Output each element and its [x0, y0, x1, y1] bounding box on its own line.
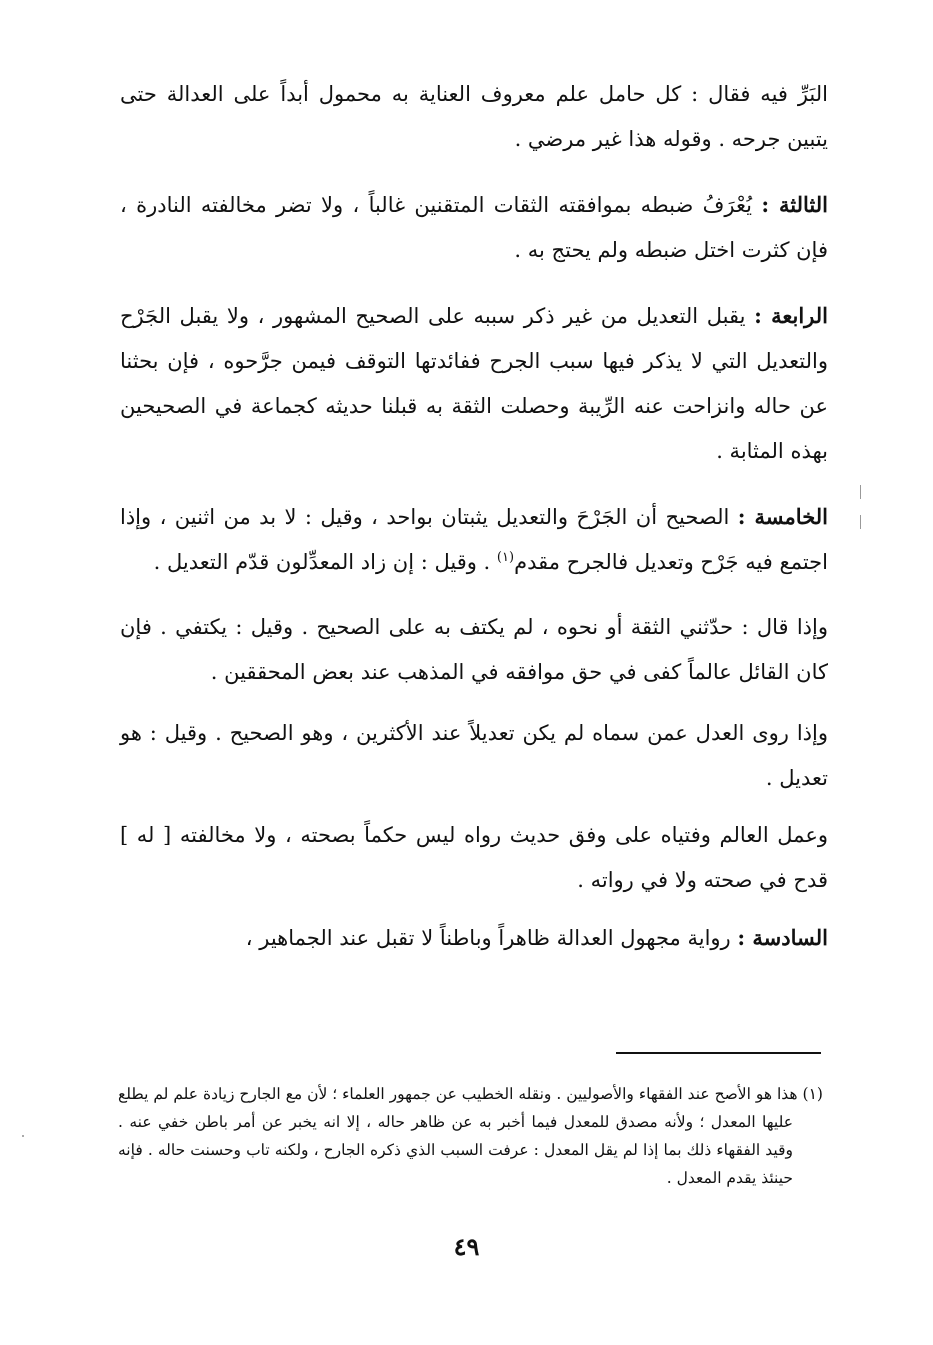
heading-sixth: السادسة :	[737, 925, 828, 950]
paragraph-1	[120, 72, 828, 162]
paragraph-adl-text: وإذا روى العدل عمن سماه لم يكن تعديلاً عند الأكثرين ، وهو الصحيح . وقيل : هو تعديل .	[120, 721, 828, 790]
main-text	[120, 72, 828, 961]
paragraph-fourth	[120, 293, 828, 474]
paragraph-fifth-text-b: . وقيل : إن زاد المعدِّلون قدّم التعديل .	[153, 550, 497, 574]
paragraph-sixth-text: رواية مجهول العدالة ظاهراً وباطناً لا تقبل عند الجماهير ،	[245, 926, 738, 950]
paragraph-thiqa-text: وإذا قال : حدّثني الثقة أو نحوه ، لم يكتف به على الصحيح . وقيل : يكتفي . فإن كان القائل عالماً كفى في حق موافقه في المذهب عند بعض المحققين .	[120, 615, 828, 684]
heading-fourth: الرابعة :	[754, 303, 828, 328]
margin-mark	[860, 515, 861, 529]
paragraph-fifth	[120, 494, 828, 585]
paragraph-third-text: يُعْرَفُ ضبطه بموافقته الثقات المتقنين غالباً ، ولا تضر مخالفته النادرة ، فإن كثرت اختل ضبطه ولم يحتج به .	[120, 193, 828, 262]
margin-mark	[860, 485, 861, 499]
paragraph-adl	[120, 711, 828, 801]
paragraph-fourth-text: يقبل التعديل من غير ذكر سببه على الصحيح المشهور ، ولا يقبل الجَرْح والتعديل التي لا يذكر فيها سبب الجرح ففائدتها التوقف فيمن جرَّحوه ، فإن بحثنا عن حاله وانزاحت عنه الرِّيبة وحصلت الثقة به قبلنا حديثه كجماعة في الصحيحين بهذه المثابة .	[120, 304, 828, 463]
footnote-mark: (١)	[802, 1085, 823, 1103]
footnote	[118, 1080, 823, 1192]
paragraph-fifth-text-a: الصحيح أن الجَرْحَ والتعديل يثبتان بواحد ، وقيل : لا بد من اثنين ، وإذا اجتمع فيه جَرْح وتعديل فالجرح مقدم	[120, 505, 828, 574]
page-number: ٤٩	[453, 1232, 480, 1261]
paragraph-alim-text: وعمل العالم وفتياه على وفق حديث رواه ليس حكماً بصحته ، ولا مخالفته [ له ] قدح في صحته ولا في رواته .	[120, 823, 828, 892]
heading-fifth: الخامسة :	[737, 504, 828, 529]
heading-third: الثالثة :	[761, 192, 829, 217]
footnote-text: هذا هو الأصح عند الفقهاء والأصوليين . ونقله الخطيب عن جمهور العلماء ؛ لأن مع الجارح زيادة علم لم يطلع عليها المعدل ؛ ولأنه مصدق للمعدل فيما أخبر به عن ظاهر حاله ، إلا انه يخبر عن أمر باطن خفي عنه . وقيد الفقهاء ذلك بما إذا لم يقل المعدل : عرفت السبب الذي ذكره الجارح ، ولكنه تاب وحسنت حاله . فإنه حينئذ يقدم المعدل .	[118, 1085, 798, 1187]
scan-speck	[22, 1135, 24, 1137]
footnote-reference[interactable]: (١)	[496, 550, 515, 565]
paragraph-thiqa	[120, 605, 828, 695]
paragraph-sixth	[120, 915, 828, 961]
paragraph-alim	[120, 813, 828, 903]
paragraph-third	[120, 182, 828, 273]
footnote-separator	[616, 1052, 821, 1054]
paragraph-1-text: البَرِّ فيه فقال : كل حامل علم معروف العناية به محمول أبداً على العدالة حتى يتبين جرحه . وقوله هذا غير مرضي .	[120, 82, 828, 151]
